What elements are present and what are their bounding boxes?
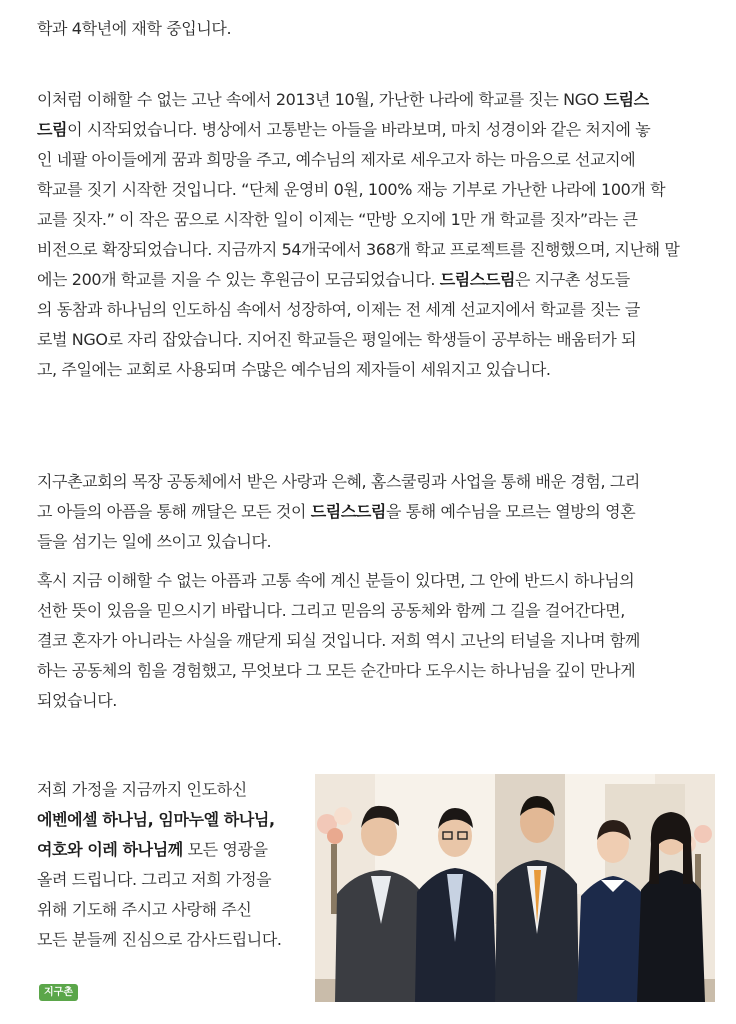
p1-text: 에는 200개 학교를 지을 수 있는 후원금이 모금되었습니다. xyxy=(37,270,440,289)
p1-line: 의 동참과 하나님의 인도하심 속에서 성장하여, 이제는 전 세계 선교지에서 학교를 짓는 글 xyxy=(37,300,640,319)
org-name-bold: 드림스 xyxy=(603,90,649,109)
p1-line: 인 네팔 아이들에게 꿈과 희망을 주고, 예수님의 제자로 세우고자 하는 마음으로 선교지에 xyxy=(37,150,636,169)
p3-line: 혹시 지금 이해할 수 없는 아픔과 고통 속에 계신 분들이 있다면, 그 안에 반드시 하나님의 xyxy=(37,571,635,590)
paragraph-dreams xyxy=(37,85,717,385)
p1-text: 이 시작되었습니다. 병상에서 고통받는 아들을 바라보며, 마치 성경이와 같은 처지에 놓 xyxy=(67,120,651,139)
p1-line xyxy=(37,115,717,145)
intro-line xyxy=(37,14,717,44)
closing-bold: 에벤에셀 하나님, 임마누엘 하나님, xyxy=(37,810,275,829)
org-name-bold: 드림스드림 xyxy=(439,270,516,289)
p2-text: 을 통해 예수님을 모르는 열방의 영혼 xyxy=(385,502,636,521)
closing-line: 올려 드립니다. 그리고 저희 가정을 xyxy=(37,870,272,889)
closing-text: 모든 영광을 xyxy=(182,840,268,859)
p1-text: 이처럼 이해할 수 없는 고난 속에서 2013년 10월, 가난한 나라에 학교를 짓는 NGO xyxy=(37,90,604,109)
paragraph-community xyxy=(37,467,717,557)
p3-line: 결코 혼자가 아니라는 사실을 깨닫게 되실 것입니다. 저희 역시 고난의 터널을 지나며 함께 xyxy=(37,631,640,650)
closing-line: 위해 기도해 주시고 사랑해 주신 xyxy=(37,900,252,919)
org-name-bold: 드림스드림 xyxy=(310,502,386,521)
intro-text: 학과 4학년에 재학 중입니다. xyxy=(37,19,232,38)
closing-thanks xyxy=(37,775,307,955)
p2-line: 지구촌교회의 목장 공동체에서 받은 사랑과 은혜, 홈스쿨링과 사업을 통해 배운 경험, 그리 xyxy=(37,472,640,491)
p1-line: 로벌 NGO로 자리 잡았습니다. 지어진 학교들은 평일에는 학생들이 공부하는 배움터가 되 xyxy=(37,330,637,349)
closing-line xyxy=(37,835,307,865)
closing-line: 저희 가정을 지금까지 인도하신 xyxy=(37,780,247,799)
p2-line xyxy=(37,497,717,527)
closing-line xyxy=(37,805,307,835)
p1-line: 고, 주일에는 교회로 사용되며 수많은 예수님의 제자들이 세워지고 있습니다. xyxy=(37,360,551,379)
closing-line: 모든 분들께 진심으로 감사드립니다. xyxy=(37,930,282,949)
paragraph-encouragement xyxy=(37,566,717,716)
p2-line: 들을 섬기는 일에 쓰이고 있습니다. xyxy=(37,532,272,551)
p3-line: 되었습니다. xyxy=(37,691,117,710)
family-photo xyxy=(315,774,715,1002)
p1-line xyxy=(37,85,717,115)
source-badge: 지구촌 xyxy=(39,984,78,1001)
p3-line: 선한 뜻이 있음을 믿으시기 바랍니다. 그리고 믿음의 공동체와 함께 그 길을 걸어간다면, xyxy=(37,601,625,620)
p1-line xyxy=(37,265,717,295)
p1-text: 은 지구촌 성도들 xyxy=(515,270,630,289)
family-photo-illustration xyxy=(315,774,715,1002)
p3-line: 하는 공동체의 힘을 경험했고, 무엇보다 그 모든 순간마다 도우시는 하나님을 깊이 만나게 xyxy=(37,661,636,680)
p1-line: 비전으로 확장되었습니다. 지금까지 54개국에서 368개 학교 프로젝트를 진행했으며, 지난해 말 xyxy=(37,240,680,259)
closing-bold: 여호와 이레 하나님께 xyxy=(37,840,183,859)
p1-line: 학교를 짓기 시작한 것입니다. “단체 운영비 0원, 100% 재능 기부로 가난한 나라에 100개 학 xyxy=(37,180,666,199)
p1-line: 교를 짓자.” 이 작은 꿈으로 시작한 일이 이제는 “만방 오지에 1만 개 학교를 짓자”라는 큰 xyxy=(37,210,638,229)
org-name-bold: 드림 xyxy=(37,120,68,139)
p2-text: 고 아들의 아픔을 통해 깨달은 모든 것이 xyxy=(37,502,311,521)
